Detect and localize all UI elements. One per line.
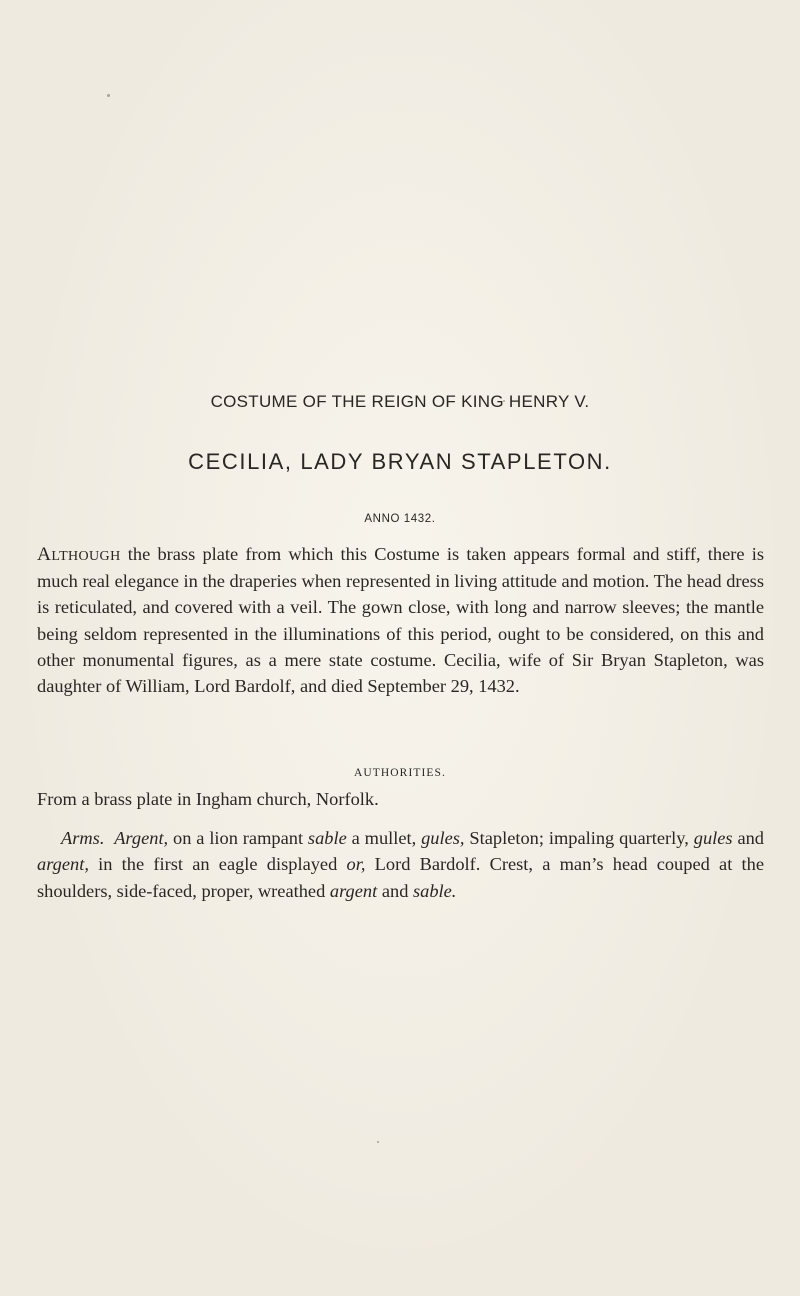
arms-tincture: argent (329, 880, 378, 901)
date-line: ANNO 1432. (364, 513, 436, 525)
arms-tincture: or, (346, 854, 366, 875)
paper-speck (107, 94, 110, 97)
arms-text: on a lion rampant (168, 828, 308, 848)
description-paragraph (37, 541, 764, 699)
arms-tincture: Argent, (114, 828, 169, 848)
plate-title: CECILIA, LADY BRYAN STAPLETON. (188, 449, 612, 474)
lead-word: Although (37, 544, 121, 565)
source-line: From a brass plate in Ingham church, Norfolk. (37, 789, 379, 809)
arms-text: a mullet, (346, 828, 422, 848)
series-title: COSTUME OF THE REIGN OF KING HENRY V. (210, 392, 590, 411)
arms-text: and (377, 880, 413, 901)
arms-text: Stapleton; impaling quarterly, (464, 828, 694, 848)
arms-label: Arms. (61, 828, 105, 848)
authorities-heading: AUTHORITIES. (353, 767, 447, 779)
arms-paragraph (37, 825, 764, 904)
description-text: the brass plate from which this Costume is taken appears formal and stiff, there is much real elegance in the draperies when represented in living attitude and motion. The head dress is reticulated, and covered with a veil. The gown close, with long and narrow sleeves; the mantle being seldom represented in the illuminations of this period, ought to be considered, on this and other monumental figures, as a mere state costume. Cecilia, wife of Sir Bryan Stapleton, was daughter of William, Lord Bardolf, and died September 29, 1432. (37, 544, 764, 697)
arms-tincture: sable (307, 828, 347, 848)
arms-tincture: gules, (421, 828, 465, 848)
arms-tincture: argent, (37, 854, 89, 875)
arms-text: and (732, 828, 764, 848)
arms-tincture: gules (693, 828, 733, 848)
arms-text: Lord Bardolf. Crest, a man’s head couped at the shoulders, side-faced, proper, wreathed (37, 854, 764, 901)
arms-tincture: sable. (412, 880, 457, 901)
arms-text: in the first an eagle displayed (88, 854, 347, 875)
paper-speck (377, 1141, 379, 1143)
